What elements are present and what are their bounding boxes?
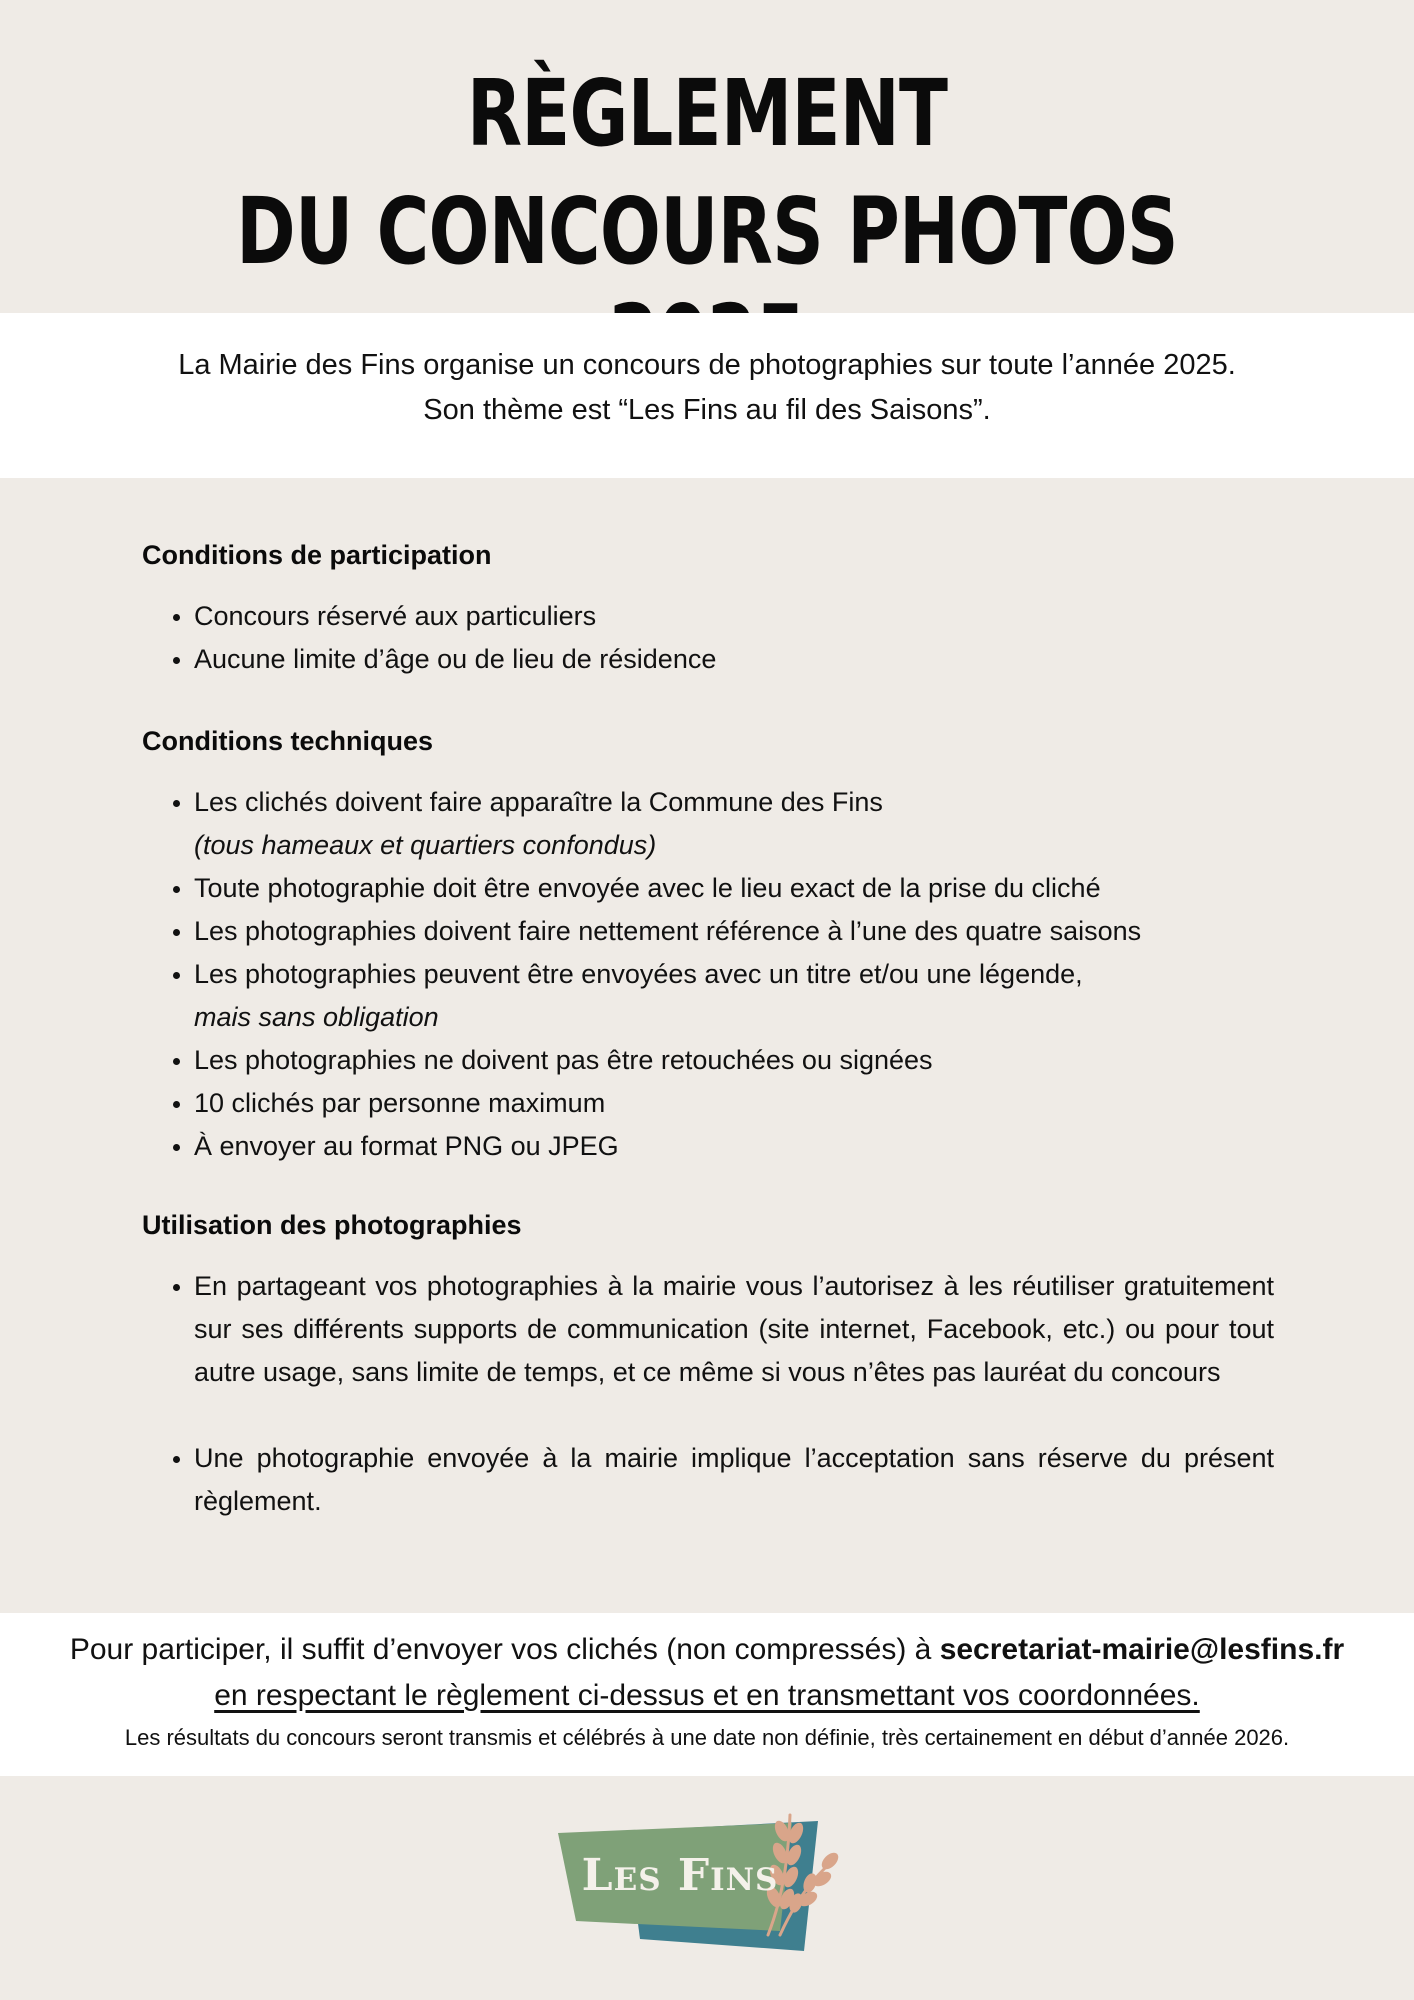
participation-info-band [0, 1613, 1414, 1776]
list-item-text: Les clichés doivent faire apparaître la Commune des Fins [194, 787, 883, 817]
list-item [142, 781, 1274, 867]
utilisation-list [142, 1265, 1274, 1523]
list-item: Toute photographie doit être envoyée avec le lieu exact de la prise du cliché [142, 867, 1274, 910]
info-line-1 [0, 1633, 1414, 1667]
list-item: Une photographie envoyée à la mairie implique l’acceptation sans réserve du présent règlement. [142, 1437, 1274, 1523]
list-item: Aucune limite d’âge ou de lieu de résidence [142, 638, 1274, 681]
intro-line-1: La Mairie des Fins organise un concours de photographies sur toute l’année 2025. [178, 349, 1236, 381]
section-title-participation: Conditions de participation [142, 540, 492, 570]
page-title-line-2: DU CONCOURS PHOTOS [236, 178, 1178, 285]
page-title-line-1: RÈGLEMENT [466, 60, 948, 167]
participation-list [142, 595, 1274, 681]
list-item: 10 clichés par personne maximum [142, 1082, 1274, 1125]
les-fins-logo [556, 1803, 862, 1959]
section-title-technique: Conditions techniques [142, 726, 434, 756]
list-item-text: Les photographies peuvent être envoyées avec un titre et/ou une légende, [194, 959, 1083, 989]
list-item: À envoyer au format PNG ou JPEG [142, 1125, 1274, 1168]
contact-email[interactable]: secretariat-mairie@lesfins.fr [939, 1633, 1345, 1666]
section-title-utilisation: Utilisation des photographies [142, 1210, 522, 1240]
info-line-2: en respectant le règlement ci-dessus et en transmettant vos coordonnées. [214, 1679, 1200, 1712]
list-item: Les photographies ne doivent pas être retouchées ou signées [142, 1039, 1274, 1082]
list-item: Les photographies doivent faire nettement référence à l’une des quatre saisons [142, 910, 1274, 953]
list-item-note: mais sans obligation [194, 1002, 439, 1032]
results-note: Les résultats du concours seront transmis et célébrés à une date non définie, très certainement en début d’année 2026. [124, 1725, 1290, 1750]
title-band [0, 0, 1414, 313]
intro-band [0, 313, 1414, 478]
intro-line-2: Son thème est “Les Fins au fil des Saisons”. [423, 394, 991, 426]
list-item-note: (tous hameaux et quartiers confondus) [194, 830, 657, 860]
list-item [142, 953, 1274, 1039]
logo-text: Les Fins [581, 1850, 779, 1901]
technique-list [142, 781, 1274, 1168]
list-item: Concours réservé aux particuliers [142, 595, 1274, 638]
info-line-1-text: Pour participer, il suffit d’envoyer vos clichés (non compressés) à [69, 1633, 932, 1666]
list-item: En partageant vos photographies à la mairie vous l’autorisez à les réutiliser gratuitement sur ses différents supports de communication (site internet, Facebook, etc.) ou pour tout autre usage, sans limite de temps, et ce même si vous n’êtes pas lauréat du concours [142, 1265, 1274, 1394]
